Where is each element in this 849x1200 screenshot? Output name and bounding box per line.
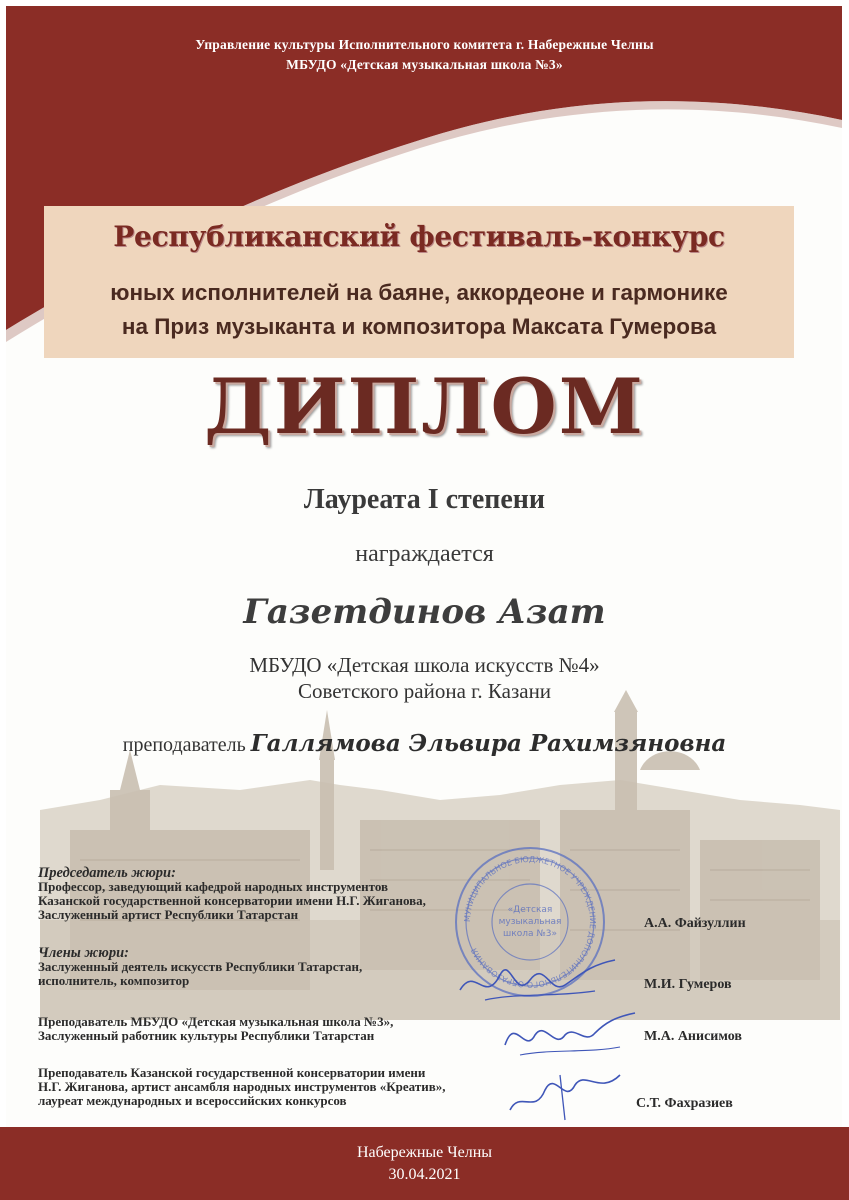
jury-member-line: лауреат международных и всероссийских конкурсов — [38, 1093, 347, 1108]
svg-text:школа №3»: школа №3» — [503, 929, 557, 939]
jury-members-block — [38, 946, 362, 988]
footer-city: Набережные Челны — [356, 1144, 493, 1161]
jury-members-heading: Члены жюри: — [38, 945, 129, 961]
svg-text:МУНИЦИПАЛЬНОЕ БЮДЖЕТНОЕ УЧРЕЖД: МУНИЦИПАЛЬНОЕ БЮДЖЕТНОЕ УЧРЕЖДЕНИЕ ДОПОЛНИТЕЛЬНОГО ОБРАЗОВАНИЯ — [462, 854, 598, 990]
jury-member-line: исполнитель, композитор — [38, 973, 190, 988]
jury-member-2-block — [38, 1015, 393, 1043]
jury-chair-block — [38, 866, 426, 922]
jury-member-line: Преподаватель МБУДО «Детская музыкальная школа №3», — [38, 1014, 394, 1029]
signature-fakhraziev — [505, 1065, 625, 1125]
header-school: МБУДО «Детская музыкальная школа №3» — [286, 57, 563, 72]
jury-member-3-block — [38, 1066, 445, 1108]
awarded-label: награждается — [355, 541, 494, 567]
svg-text:«Детская: «Детская — [507, 905, 553, 915]
jury-member-line: Заслуженный работник культуры Республики Татарстан — [38, 1028, 375, 1043]
jury-chair-heading: Председатель жюри: — [38, 865, 176, 881]
awardee-school-district: Советского района г. Казани — [297, 679, 552, 703]
festival-title-box — [44, 206, 794, 358]
festival-subtitle-2: на Приз музыканта и композитора Максата Гумерова — [121, 314, 717, 339]
jury-chair-line: Профессор, заведующий кафедрой народных инструментов — [38, 879, 389, 894]
festival-title: Республиканский фестиваль-конкурс — [113, 220, 725, 253]
footer-date: 30.04.2021 — [388, 1166, 461, 1183]
awardee-school: МБУДО «Детская школа искусств №4» — [249, 653, 600, 677]
jury-member-3-name: С.Т. Фахразиев — [636, 1096, 733, 1111]
svg-text:музыкальная: музыкальная — [498, 917, 562, 927]
awardee-name: Газетдинов Азат — [243, 592, 606, 632]
signature-anisimov — [500, 1005, 640, 1065]
jury-chair-name: А.А. Файзуллин — [644, 916, 746, 931]
jury-chair-line: Казанской государственной консерватории имени Н.Г. Жиганова, — [38, 893, 426, 908]
diploma-heading: ДИПЛОМ — [204, 362, 645, 451]
teacher-label: преподаватель — [122, 734, 251, 756]
jury-member-line: Н.Г. Жиганова, артист ансамбля народных инструментов «Креатив», — [38, 1079, 446, 1094]
jury-member-line: Преподаватель Казанской государственной консерватории имени — [38, 1065, 426, 1080]
teacher-line — [0, 730, 849, 757]
teacher-name: Галлямова Эльвира Рахимзяновна — [250, 730, 727, 757]
jury-chair-line: Заслуженный артист Республики Татарстан — [38, 907, 299, 922]
jury-member-1-name: М.И. Гумеров — [644, 977, 732, 992]
festival-subtitle-1: юных исполнителей на баяне, аккордеоне и гармонике — [110, 280, 728, 305]
footer-band — [0, 1127, 849, 1200]
jury-member-2-name: М.А. Анисимов — [644, 1029, 742, 1044]
header-organization: Управление культуры Исполнительного комитета г. Набережные Челны — [195, 37, 654, 52]
jury-member-line: Заслуженный деятель искусств Республики Татарстан, — [38, 959, 363, 974]
laureate-degree: Лауреата I степени — [303, 484, 546, 515]
